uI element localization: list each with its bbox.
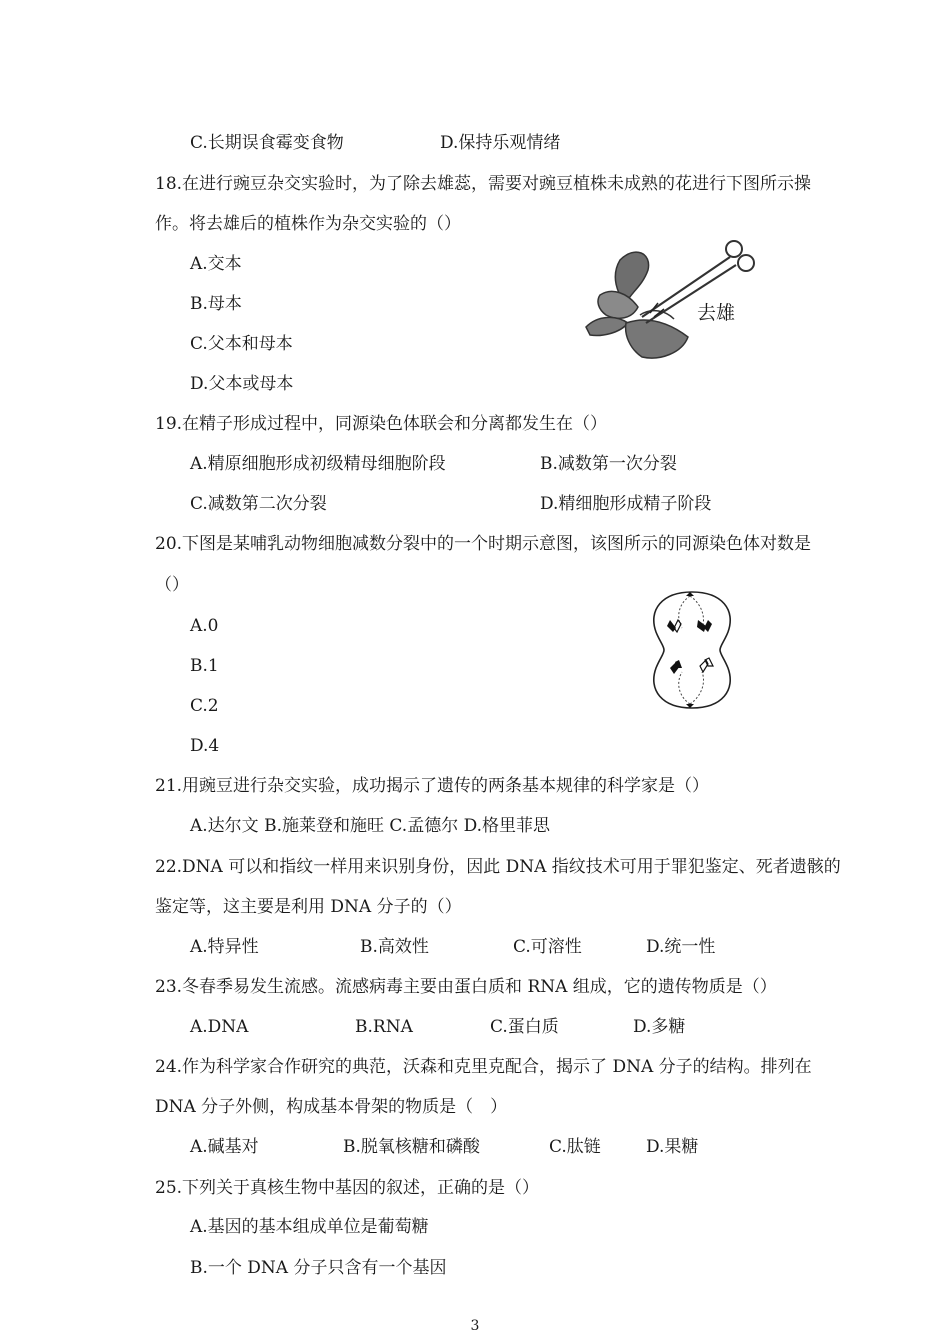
forceps-ring-2 bbox=[738, 255, 754, 271]
q22-stem-line2: 鉴定等，这主要是利用 DNA 分子的（） bbox=[155, 897, 462, 917]
q22-stem-line1: 22.DNA 可以和指纹一样用来识别身份，因此 DNA 指纹技术可用于罪犯鉴定、死者遗骸的 bbox=[155, 857, 841, 877]
q23-option-d: D.多糖 bbox=[633, 1017, 686, 1037]
q18-option-b: B.母本 bbox=[190, 294, 242, 314]
q24-option-c: C.肽链 bbox=[549, 1137, 601, 1157]
q24-stem-line1: 24.作为科学家合作研究的典范，沃森和克里克配合，揭示了 DNA 分子的结构。排列在 bbox=[155, 1057, 812, 1077]
cell-membrane bbox=[654, 592, 730, 708]
q20-stem-line2: （） bbox=[155, 575, 189, 595]
q18-stem-line1: 18.在进行豌豆杂交实验时，为了除去雄蕊，需要对豌豆植株未成熟的花进行下图所示操 bbox=[155, 174, 812, 194]
q18-option-d: D.父本或母本 bbox=[190, 374, 294, 394]
q24-stem-line2: DNA 分子外侧，构成基本骨架的物质是（ ） bbox=[155, 1097, 508, 1117]
q18-option-a: A.交本 bbox=[190, 254, 242, 274]
q23-option-b: B.RNA bbox=[355, 1017, 413, 1037]
q21-stem: 21.用豌豆进行杂交实验，成功揭示了遗传的两条基本规律的科学家是（） bbox=[155, 776, 710, 796]
q23-option-c: C.蛋白质 bbox=[490, 1017, 559, 1037]
q19-option-b: B.减数第一次分裂 bbox=[540, 454, 677, 474]
q24-option-d: D.果糖 bbox=[646, 1137, 699, 1157]
q19-option-d: D.精细胞形成精子阶段 bbox=[540, 494, 712, 514]
q19-option-a: A.精原细胞形成初级精母细胞阶段 bbox=[190, 454, 446, 474]
q22-option-a: A.特异性 bbox=[190, 937, 259, 957]
q24-option-b: B.脱氧核糖和磷酸 bbox=[343, 1137, 480, 1157]
q24-option-a: A.碱基对 bbox=[190, 1137, 259, 1157]
forceps-ring-1 bbox=[726, 241, 742, 257]
q22-option-d: D.统一性 bbox=[646, 937, 716, 957]
q19-stem: 19.在精子形成过程中，同源染色体联会和分离都发生在（） bbox=[155, 414, 608, 434]
q17-option-d: D.保持乐观情绪 bbox=[440, 133, 561, 153]
page-number: 3 bbox=[470, 1318, 480, 1334]
q25-option-a: A.基因的基本组成单位是葡萄糖 bbox=[190, 1217, 429, 1237]
q18-stem-line2: 作。将去雄后的植株作为杂交实验的（） bbox=[155, 214, 461, 234]
emasculation-label: 去雄 bbox=[697, 303, 736, 324]
q20-option-c: C.2 bbox=[190, 696, 219, 716]
q22-option-c: C.可溶性 bbox=[513, 937, 582, 957]
q23-stem: 23.冬春季易发生流感。流感病毒主要由蛋白质和 RNA 组成，它的遗传物质是（） bbox=[155, 977, 777, 997]
q20-option-d: D.4 bbox=[190, 736, 220, 756]
q22-option-b: B.高效性 bbox=[360, 937, 429, 957]
q20-option-a: A.0 bbox=[190, 616, 219, 636]
q17-option-c: C.长期误食霉变食物 bbox=[190, 133, 344, 153]
cell-division-figure bbox=[642, 590, 742, 710]
q18-option-c: C.父本和母本 bbox=[190, 334, 293, 354]
emasculation-figure bbox=[580, 235, 765, 375]
q25-option-b: B.一个 DNA 分子只含有一个基因 bbox=[190, 1258, 447, 1278]
q20-stem-line1: 20.下图是某哺乳动物细胞减数分裂中的一个时期示意图，该图所示的同源染色体对数是 bbox=[155, 534, 812, 554]
q21-options: A.达尔文 B.施莱登和施旺 C.孟德尔 D.格里菲思 bbox=[190, 816, 551, 836]
q19-option-c: C.减数第二次分裂 bbox=[190, 494, 327, 514]
q23-option-a: A.DNA bbox=[190, 1017, 249, 1037]
q25-stem: 25.下列关于真核生物中基因的叙述，正确的是（） bbox=[155, 1178, 540, 1198]
flower-petal-keel bbox=[586, 317, 628, 335]
flower-petal-lower bbox=[626, 320, 688, 358]
q20-option-b: B.1 bbox=[190, 656, 219, 676]
